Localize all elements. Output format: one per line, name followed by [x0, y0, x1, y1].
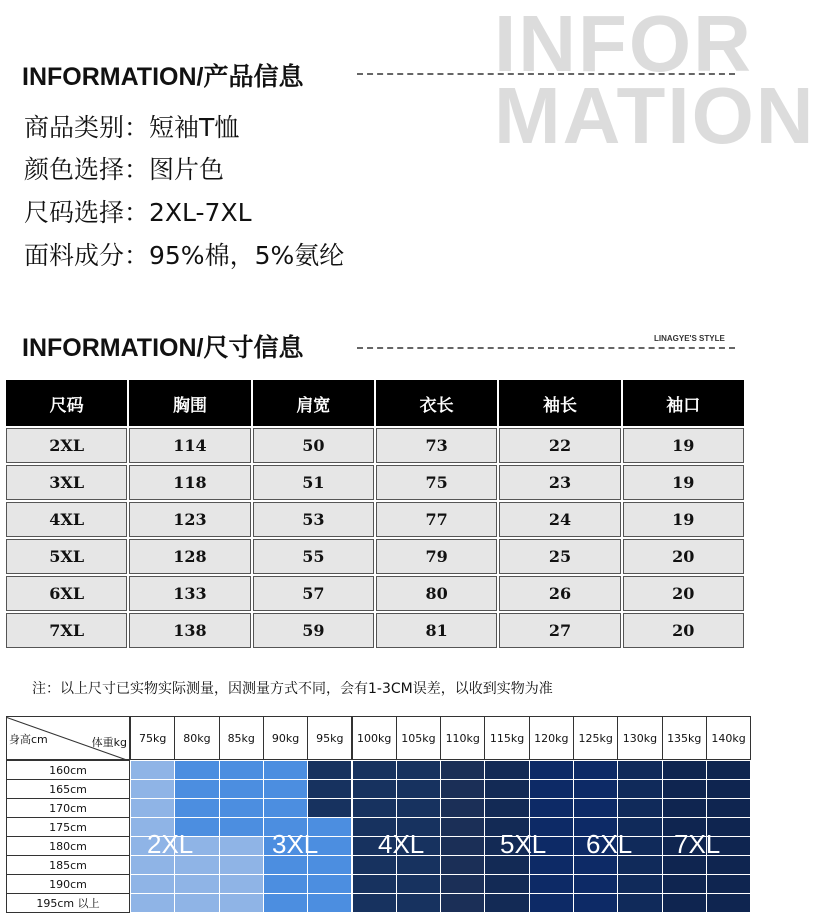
- grid-color-cell: [662, 893, 707, 913]
- table-cell: 20: [623, 539, 744, 574]
- grid-color-cell: [440, 798, 485, 818]
- table-cell: 19: [623, 428, 744, 463]
- table-cell: 2XL: [6, 428, 127, 463]
- grid-color-cell: [440, 779, 485, 799]
- grid-color-cell: [706, 874, 751, 894]
- grid-color-cell: [130, 760, 175, 780]
- grid-color-cell: [174, 760, 219, 780]
- grid-color-cell: [307, 779, 352, 799]
- grid-color-cell: [130, 779, 175, 799]
- grid-color-cell: [396, 893, 441, 913]
- table-cell: 77: [376, 502, 497, 537]
- grid-color-cell: [396, 760, 441, 780]
- header-cell: 衣长: [376, 380, 497, 426]
- table-cell: 81: [376, 613, 497, 648]
- product-size-range: 尺码选择：2XL-7XL: [24, 198, 252, 227]
- height-label: 175cm: [6, 817, 130, 837]
- weight-header: 105kg: [396, 716, 441, 760]
- height-label: 170cm: [6, 798, 130, 818]
- grid-color-cell: [352, 779, 397, 799]
- grid-color-cell: [352, 893, 397, 913]
- weight-header: 110kg: [440, 716, 485, 760]
- grid-color-cell: [219, 855, 264, 875]
- grid-color-cell: [706, 798, 751, 818]
- table-cell: 118: [129, 465, 250, 500]
- grid-color-cell: [617, 893, 662, 913]
- grid-color-cell: [529, 779, 574, 799]
- grid-color-cell: [440, 836, 485, 856]
- grid-color-cell: [529, 760, 574, 780]
- grid-color-cell: [484, 760, 529, 780]
- grid-color-cell: [484, 779, 529, 799]
- size-zone-label: 3XL: [272, 829, 319, 859]
- table-cell: 79: [376, 539, 497, 574]
- grid-corner-cell: [6, 716, 130, 760]
- table-cell: 57: [253, 576, 374, 611]
- header-cell: 胸围: [129, 380, 250, 426]
- table-cell: 55: [253, 539, 374, 574]
- header-cell: 袖口: [623, 380, 744, 426]
- grid-color-cell: [307, 760, 352, 780]
- grid-color-cell: [484, 798, 529, 818]
- grid-color-cell: [263, 874, 308, 894]
- grid-color-cell: [573, 779, 618, 799]
- table-cell: 51: [253, 465, 374, 500]
- grid-color-cell: [440, 760, 485, 780]
- table-cell: 6XL: [6, 576, 127, 611]
- table-cell: 59: [253, 613, 374, 648]
- table-cell: 19: [623, 465, 744, 500]
- size-zone-label: 2XL: [147, 829, 194, 859]
- table-cell: 114: [129, 428, 250, 463]
- size-zone-label: 6XL: [586, 829, 633, 859]
- grid-color-cell: [307, 893, 352, 913]
- weight-header: 80kg: [174, 716, 219, 760]
- table-cell: 22: [499, 428, 620, 463]
- grid-color-cell: [130, 798, 175, 818]
- table-cell: 50: [253, 428, 374, 463]
- weight-header: 140kg: [706, 716, 751, 760]
- grid-color-cell: [352, 760, 397, 780]
- grid-color-cell: [219, 836, 264, 856]
- grid-color-cell: [174, 893, 219, 913]
- bg-word-mation: MATION: [494, 71, 816, 160]
- grid-color-cell: [662, 779, 707, 799]
- corner-height-label: 身高cm: [9, 733, 48, 746]
- table-cell: 133: [129, 576, 250, 611]
- grid-color-cell: [706, 760, 751, 780]
- table-row: [6, 465, 744, 500]
- header-cell: 肩宽: [253, 380, 374, 426]
- grid-color-cell: [617, 760, 662, 780]
- grid-color-cell: [662, 874, 707, 894]
- table-cell: 3XL: [6, 465, 127, 500]
- grid-color-cell: [263, 893, 308, 913]
- grid-color-cell: [219, 760, 264, 780]
- bg-word-infor: INFOR: [494, 0, 753, 88]
- product-info-title: INFORMATION/产品信息: [22, 63, 304, 91]
- grid-color-cell: [263, 760, 308, 780]
- grid-color-cell: [529, 874, 574, 894]
- grid-color-cell: [396, 874, 441, 894]
- product-category: 商品类别：短袖T恤: [24, 113, 240, 142]
- title-divider: [357, 347, 735, 349]
- table-cell: 23: [499, 465, 620, 500]
- table-cell: 75: [376, 465, 497, 500]
- table-cell: 20: [623, 613, 744, 648]
- grid-color-cell: [219, 893, 264, 913]
- weight-header: 100kg: [352, 716, 397, 760]
- table-row: [6, 428, 744, 463]
- grid-color-cell: [706, 779, 751, 799]
- height-label: 185cm: [6, 855, 130, 875]
- grid-color-cell: [662, 760, 707, 780]
- table-cell: 53: [253, 502, 374, 537]
- grid-color-cell: [307, 874, 352, 894]
- grid-color-cell: [174, 874, 219, 894]
- table-cell: 25: [499, 539, 620, 574]
- grid-color-cell: [529, 893, 574, 913]
- grid-color-cell: [263, 798, 308, 818]
- grid-color-cell: [174, 798, 219, 818]
- size-zone-label: 4XL: [378, 829, 425, 859]
- grid-color-cell: [573, 798, 618, 818]
- grid-color-cell: [396, 798, 441, 818]
- weight-header: 75kg: [130, 716, 175, 760]
- table-row: [6, 576, 744, 611]
- size-table-header: [6, 380, 744, 426]
- table-cell: 80: [376, 576, 497, 611]
- measurement-note: 注：以上尺寸已实物实际测量，因测量方式不同，会有1-3CM误差，以收到实物为准: [32, 681, 553, 697]
- weight-header: 85kg: [219, 716, 264, 760]
- grid-color-cell: [440, 874, 485, 894]
- weight-header: 130kg: [617, 716, 662, 760]
- grid-color-cell: [617, 874, 662, 894]
- table-row: [6, 539, 744, 574]
- table-cell: 26: [499, 576, 620, 611]
- height-label: 165cm: [6, 779, 130, 799]
- corner-weight-label: 体重kg: [91, 736, 127, 749]
- size-zone-label: 5XL: [500, 829, 547, 859]
- weight-header: 135kg: [662, 716, 707, 760]
- grid-color-cell: [706, 893, 751, 913]
- weight-header: 90kg: [263, 716, 308, 760]
- table-cell: 128: [129, 539, 250, 574]
- product-fabric: 面料成分：95%棉，5%氨纶: [24, 241, 345, 270]
- table-cell: 19: [623, 502, 744, 537]
- table-cell: 73: [376, 428, 497, 463]
- grid-color-cell: [352, 874, 397, 894]
- weight-header: 115kg: [484, 716, 529, 760]
- height-label: 195cm 以上: [6, 893, 130, 913]
- grid-color-cell: [440, 893, 485, 913]
- height-label: 190cm: [6, 874, 130, 894]
- table-cell: 27: [499, 613, 620, 648]
- table-cell: 20: [623, 576, 744, 611]
- grid-color-cell: [440, 817, 485, 837]
- grid-color-cell: [440, 855, 485, 875]
- grid-color-cell: [219, 817, 264, 837]
- height-label: 160cm: [6, 760, 130, 780]
- grid-color-cell: [263, 779, 308, 799]
- table-row: [6, 613, 744, 648]
- title-divider: [357, 73, 735, 75]
- table-cell: 4XL: [6, 502, 127, 537]
- brand-label: LINAGYE'S STYLE: [654, 334, 725, 343]
- table-cell: 138: [129, 613, 250, 648]
- grid-color-cell: [219, 798, 264, 818]
- grid-color-cell: [307, 798, 352, 818]
- size-info-title: INFORMATION/尺寸信息: [22, 334, 304, 362]
- grid-color-cell: [617, 779, 662, 799]
- grid-color-cell: [219, 779, 264, 799]
- grid-color-cell: [484, 874, 529, 894]
- grid-color-cell: [352, 798, 397, 818]
- grid-color-cell: [396, 779, 441, 799]
- table-cell: 123: [129, 502, 250, 537]
- table-row: [6, 502, 744, 537]
- table-cell: 7XL: [6, 613, 127, 648]
- grid-color-cell: [573, 893, 618, 913]
- header-cell: 尺码: [6, 380, 127, 426]
- height-label: 180cm: [6, 836, 130, 856]
- header-cell: 袖长: [499, 380, 620, 426]
- grid-color-cell: [219, 874, 264, 894]
- grid-color-cell: [130, 874, 175, 894]
- product-color: 颜色选择：图片色: [24, 155, 225, 184]
- grid-color-cell: [662, 798, 707, 818]
- grid-color-cell: [573, 874, 618, 894]
- weight-header: 95kg: [307, 716, 352, 760]
- weight-header: 125kg: [573, 716, 618, 760]
- grid-color-cell: [484, 893, 529, 913]
- grid-color-cell: [529, 798, 574, 818]
- weight-header: 120kg: [529, 716, 574, 760]
- table-cell: 5XL: [6, 539, 127, 574]
- grid-color-cell: [617, 798, 662, 818]
- grid-color-cell: [130, 893, 175, 913]
- grid-color-cell: [174, 779, 219, 799]
- grid-color-cell: [573, 760, 618, 780]
- size-zone-label: 7XL: [674, 829, 721, 859]
- table-cell: 24: [499, 502, 620, 537]
